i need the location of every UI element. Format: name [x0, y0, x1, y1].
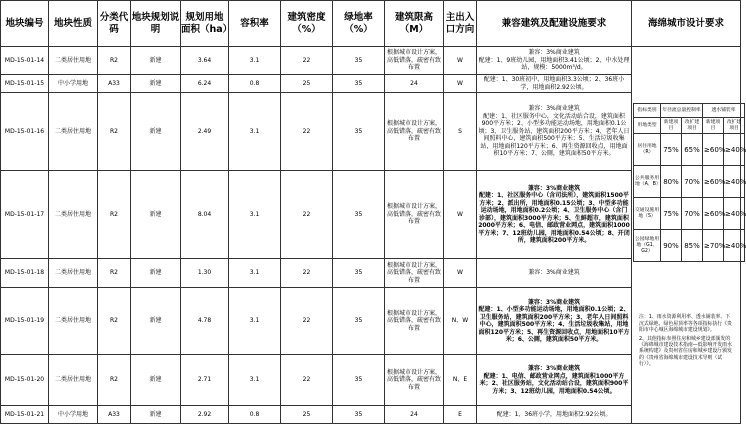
area: 2.92: [181, 406, 229, 424]
table-row: [1, 288, 741, 355]
height-limit: 根据城市设计方案，高低错落，疏密有致布置: [385, 355, 444, 406]
sp-row-type: 交通设施用地（S）: [634, 198, 661, 230]
far: 0.8: [229, 406, 281, 424]
green-ratio: 35: [333, 406, 385, 424]
class-code: A33: [98, 406, 131, 424]
header-area: 规划用地面积（ha）: [181, 1, 229, 47]
sp-val: ≥40%: [724, 166, 745, 198]
class-code: R2: [98, 259, 131, 288]
entrance: W: [444, 47, 477, 75]
table-row: [1, 406, 741, 424]
sp-val: 70%: [682, 166, 703, 198]
plan-note: 新建: [131, 75, 181, 93]
req-head: 兼容：3%商业建筑: [528, 49, 580, 57]
plan-note: 新建: [131, 406, 181, 424]
plot-code: MD-15-01-15: [1, 75, 49, 93]
height-limit: 根据城市设计方案，高低错落，疏密有致布置: [385, 93, 444, 171]
header-plot-nature: 地块性质: [49, 1, 98, 47]
header-class-code: 分类代码: [98, 1, 131, 47]
sp-val: 70%: [682, 198, 703, 230]
sponge-city-cell: [632, 47, 746, 424]
req-body: 配建：1、社区服务中心，文化活动站合设，建筑面积900平方米；2、小型多功能运动场地，用地面积0.1公顷；3、卫生服务站，建筑面积200平方米；4、老年人日间照料中心，建筑面积500平方米；5、生活垃圾收集站，用地面积120平方米；6、再生资源回收点，用地面积10平方米；7、公厕，建筑面积50平方米。: [478, 112, 630, 158]
sp-new: 新建项目: [661, 118, 682, 134]
green-ratio: 35: [333, 75, 385, 93]
entrance: N、E: [444, 355, 477, 406]
height-limit: 24: [385, 75, 444, 93]
area: 8.04: [181, 171, 229, 259]
requirements: [477, 93, 632, 171]
req-body: 配建：1、小型多功能运动场地，用地面积0.1公顷；2、卫生服务站，建筑面积200平方米；3、老年人日间照料中心，建筑面积500平方米；4、生活垃圾收集站，用地面积120平方米；5、再生资源回收点，用地面积10平方米；6、公厕，建筑面积50平方米。: [478, 306, 630, 343]
density: 22: [281, 171, 333, 259]
class-code: R2: [98, 288, 131, 355]
plan-note: 新建: [131, 47, 181, 75]
table-row: [1, 355, 741, 406]
header-far: 容积率: [229, 1, 281, 47]
sp-row-type: 公共服务用地（A、B）: [634, 166, 661, 198]
far: 0.8: [229, 75, 281, 93]
far: 3.1: [229, 259, 281, 288]
plot-nature: 二类居住用地: [49, 93, 98, 171]
height-limit: 根据城市设计方案，高低错落，疏密有致布置: [385, 288, 444, 355]
header-plan-note: 地块规划说明: [131, 1, 181, 47]
sp-type: 用地类型: [634, 118, 661, 134]
sponge-city-table: [633, 103, 745, 262]
height-limit: 根据城市设计方案，高低错落，疏密有致布置: [385, 259, 444, 288]
sp-permeable: 透水铺装率: [703, 104, 745, 118]
table-row: [1, 93, 741, 171]
entrance: W: [444, 75, 477, 93]
requirements: [477, 355, 632, 406]
req-head: 兼容：3%商业建筑: [527, 184, 581, 192]
plot-code: MD-15-01-19: [1, 288, 49, 355]
plot-nature: 二类居住用地: [49, 288, 98, 355]
req-body: 兼容：3%商业建筑: [528, 269, 580, 277]
class-code: R2: [98, 47, 131, 75]
header-height-limit: 建筑限高（M）: [385, 1, 444, 47]
plot-nature: 二类居住用地: [49, 355, 98, 406]
header-density: 建筑密度（%）: [281, 1, 333, 47]
far: 3.1: [229, 171, 281, 259]
sp-row: [634, 134, 745, 166]
sponge-note-1: 注：1、雨水资源利用率、透水铺装率、下沉式绿地、绿色屋顶率等各项指标执行《贵阳市中心城区海绵城市建设规划》。: [639, 314, 732, 334]
area: 1.30: [181, 259, 229, 288]
sp-val: 90%: [661, 230, 682, 262]
class-code: R2: [98, 171, 131, 259]
req-head: 兼容：3%商业建筑: [527, 365, 581, 372]
green-ratio: 35: [333, 93, 385, 171]
density: 22: [281, 47, 333, 75]
plot-nature: 中小学用地: [49, 406, 98, 424]
req-body: 配建：1、30班初中，用地面积3.3公顷；2、36班小学，用地面积2.92公顷。: [483, 76, 625, 91]
plot-code: MD-15-01-18: [1, 259, 49, 288]
plan-note: 新建: [131, 171, 181, 259]
height-limit: 24: [385, 406, 444, 424]
far: 3.1: [229, 288, 281, 355]
plan-note: 新建: [131, 259, 181, 288]
density: 22: [281, 355, 333, 406]
sponge-note-2: 2、其他指标参照住房和城乡建设部颁发的《海绵城市建设技术指南—低影响开发雨水系统构建》及贵州省住房和城乡建设厅颁发的《贵州省海绵城市建设技术导则（试行）》。: [639, 335, 732, 368]
sp-row: [634, 230, 745, 262]
requirements: [477, 288, 632, 355]
plot-nature: 二类居住用地: [49, 47, 98, 75]
area: 6.24: [181, 75, 229, 93]
entrance: N、W: [444, 288, 477, 355]
sp-val: ≥60%: [703, 198, 724, 230]
sp-val: ≥40%: [724, 198, 745, 230]
class-code: A33: [98, 75, 131, 93]
requirements: [477, 47, 632, 75]
plan-note: 新建: [131, 93, 181, 171]
req-head: 兼容：3%商业建筑: [527, 298, 581, 306]
sp-val: 85%: [682, 230, 703, 262]
density: 22: [281, 288, 333, 355]
green-ratio: 35: [333, 171, 385, 259]
class-code: R2: [98, 355, 131, 406]
sponge-notes: [633, 310, 739, 367]
req-body: 配建：1、电信、邮政营业网点，建筑面积1000平方米；2、社区服务站，文化活动站合设，建筑面积900平方米；3、12班幼儿园，用地面积0.54公顷。: [479, 372, 629, 395]
area: 3.64: [181, 47, 229, 75]
table-row: [1, 171, 741, 259]
header-sponge: 海绵城市设计要求: [632, 1, 741, 47]
density: 25: [281, 406, 333, 424]
sp-new: 新建项目: [703, 118, 724, 134]
green-ratio: 35: [333, 355, 385, 406]
header-plot-code: 地块编号: [1, 1, 49, 47]
sp-row-type: 居住用地（R）: [634, 134, 661, 166]
far: 3.1: [229, 355, 281, 406]
density: 22: [281, 259, 333, 288]
height-limit: 根据城市设计方案，高低错落，疏密有致布置: [385, 171, 444, 259]
plan-note: 新建: [131, 288, 181, 355]
plot-code: MD-15-01-20: [1, 355, 49, 406]
sp-val: ≥40%: [724, 230, 745, 262]
sp-val: ≥60%: [703, 134, 724, 166]
requirements: [477, 75, 632, 93]
area: 4.78: [181, 288, 229, 355]
requirements: [477, 406, 632, 424]
sp-row-type: 公园绿地用地（G1、G2）: [634, 230, 661, 262]
plot-code: MD-15-01-17: [1, 171, 49, 259]
density: 22: [281, 93, 333, 171]
table-row: [1, 75, 741, 93]
plot-nature: 二类居住用地: [49, 171, 98, 259]
sp-indicator: 指标类别: [634, 104, 661, 118]
table-row: [1, 47, 741, 75]
class-code: R2: [98, 93, 131, 171]
entrance: S: [444, 93, 477, 171]
green-ratio: 35: [333, 259, 385, 288]
plan-note: 新建: [131, 355, 181, 406]
req-body: 配建：1、9班幼儿园，用地面积3.41公顷；2、中水处理站，规模：5000m³/d。: [478, 56, 630, 72]
entrance: E: [444, 406, 477, 424]
plot-code: MD-15-01-14: [1, 47, 49, 75]
sp-row: [634, 198, 745, 230]
far: 3.1: [229, 93, 281, 171]
sp-val: 65%: [682, 134, 703, 166]
requirements: [477, 171, 632, 259]
requirements: [477, 259, 632, 288]
area: 2.71: [181, 355, 229, 406]
sp-val: 80%: [661, 166, 682, 198]
header-green-ratio: 绿地率（%）: [333, 1, 385, 47]
entrance: W: [444, 259, 477, 288]
green-ratio: 35: [333, 288, 385, 355]
sp-val: 75%: [661, 134, 682, 166]
sp-val: ≥60%: [703, 166, 724, 198]
req-body: 配建：1、社区服务中心（含司法所），建筑面积1500平方米；2、派出所，用地面积0.15公顷；3、中型多功能运动场地，用地面积0.2公顷；4、卫生服务中心（含门诊部），建筑面积3000平方米；5、生鲜超市，建筑面积2000平方米；6、电信、邮政营业网点，建筑面积1000平方米；7、12班幼儿园，用地面积0.54公顷；8、开闭所，建筑面积200平方米。: [478, 192, 630, 244]
sp-val: ≥40%: [724, 134, 745, 166]
plot-nature: 二类居住用地: [49, 259, 98, 288]
plot-nature: 中小学用地: [49, 75, 98, 93]
height-limit: 根据城市设计方案，高低错落，疏密有致布置: [385, 47, 444, 75]
plot-code: MD-15-01-21: [1, 406, 49, 424]
req-body: 配建：1、36班小学，用地面积2.92公顷。: [496, 410, 612, 418]
table-row: [1, 259, 741, 288]
density: 25: [281, 75, 333, 93]
sp-row: [634, 166, 745, 198]
plot-code: MD-15-01-16: [1, 93, 49, 171]
green-ratio: 35: [333, 47, 385, 75]
area: 2.49: [181, 93, 229, 171]
header-entrance: 主出入口方向: [444, 1, 477, 47]
entrance: W: [444, 171, 477, 259]
sp-val: 75%: [661, 198, 682, 230]
sp-val: ≥70%: [703, 230, 724, 262]
sp-annual: 年径流总量控制率: [661, 104, 703, 118]
req-head: 兼容：3%商业建筑: [528, 105, 580, 113]
sp-renov: 改扩建项目: [682, 118, 703, 134]
far: 3.1: [229, 47, 281, 75]
header-compatible: 兼容建筑及配建设施要求: [477, 1, 632, 47]
sp-renov: 改扩建项目: [724, 118, 745, 134]
